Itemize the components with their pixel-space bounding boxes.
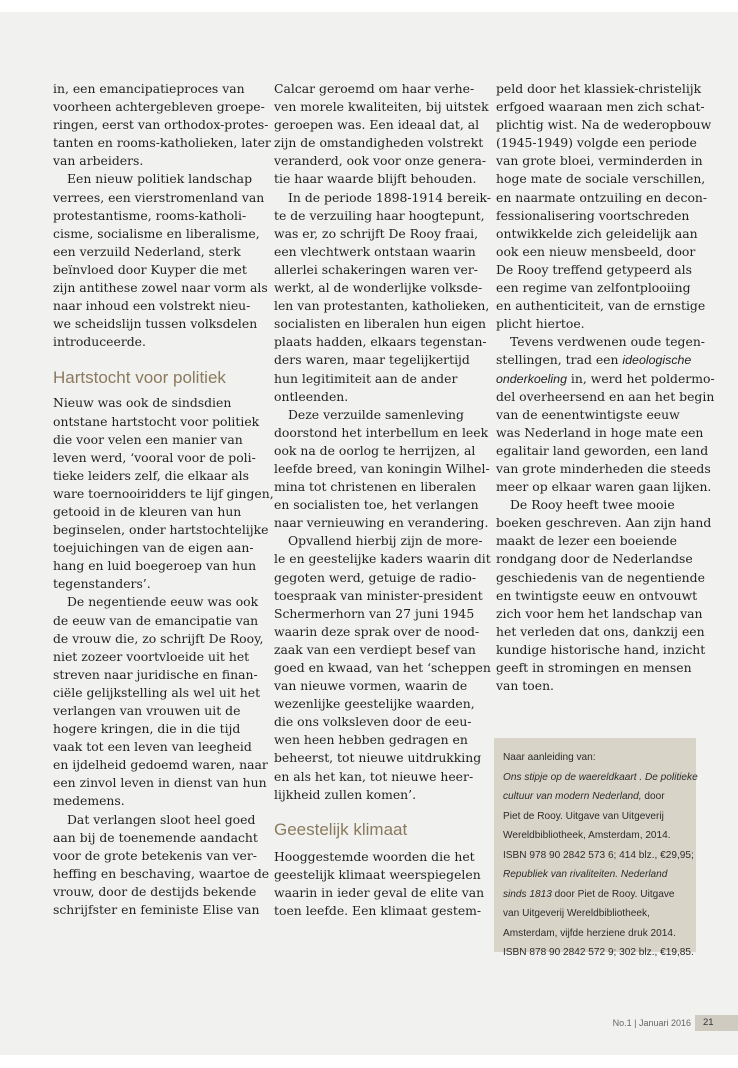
paragraph (496, 496, 712, 695)
text-line: fessionalisering voortschreden (496, 207, 690, 223)
text-line: tanten en rooms-katholieken, later (53, 135, 271, 151)
text-line: protestantisme, rooms-katholi- (53, 207, 247, 223)
text-line: toejuichingen van de eigen aan- (53, 540, 254, 556)
text-line: van arbeiders. (53, 153, 144, 169)
box-line (503, 885, 696, 905)
page-number: 21 (695, 1015, 738, 1031)
text-line: naar vernieuwing en verandering. (274, 515, 489, 531)
text-line: plaats hadden, elkaars tegenstan- (274, 334, 487, 350)
text-line: egalitair land geworden, een land (496, 442, 709, 458)
text-line: De negentiende eeuw was ook (67, 594, 259, 610)
text-line: In de periode 1898-1914 bereik- (288, 189, 491, 205)
text-line: ware toernooiridders te lijf gingen, (53, 485, 274, 501)
text-line: medemens. (53, 793, 125, 809)
text-line: leven werd, ‘vooral voor de poli- (53, 449, 256, 465)
text-line: De Rooy heeft twee mooie (510, 497, 675, 513)
text-line: (1945-1949) volgde een periode (496, 135, 697, 151)
text-line: kundige historische hand, inzicht (496, 641, 706, 657)
text-line: schrijfster en feministe Elise van (53, 902, 260, 918)
italic-run: sinds 1813 (503, 888, 552, 900)
text-line: veranderd, ook voor onze genera- (274, 153, 487, 169)
text-line: en ijdelheid gedoemd waren, naar (53, 757, 268, 773)
italic-run: onderkoeling (496, 371, 567, 386)
book-title-line: Republiek van rivaliteiten. Nederland (503, 869, 668, 880)
text-line: een regime van zelfontplooiing (496, 280, 691, 296)
paragraph (53, 80, 271, 170)
paragraph (53, 394, 274, 593)
text-line: heffing en beschaving, waartoe de (53, 865, 270, 881)
text-line: de eeuw van de emancipatie van (53, 612, 259, 628)
text-line: geschiedenis van de negentiende (496, 569, 705, 585)
text-line: was Nederland in hoge mate een (496, 424, 704, 440)
paragraph (53, 811, 270, 920)
text-line: del overheersend en aan het begin (496, 388, 715, 404)
text-line: van grote minderheden die steeds (496, 460, 711, 476)
text-line: plichtig wist. Na de wederopbouw (496, 117, 712, 133)
text-line: tegenstanders’. (53, 576, 151, 592)
text-line: introduceerde. (53, 334, 146, 350)
text-line: en naarmate ontzuiling en decon- (496, 189, 708, 205)
paragraph (53, 593, 268, 810)
text-line: beginselen, onder hartstochtelijke (53, 522, 269, 538)
text-line: mina tot christenen en liberalen (274, 479, 477, 495)
text-line: toen leefde. Een klimaat gestem- (274, 903, 482, 919)
text-line: verrees, een vierstromenland van (53, 189, 265, 205)
text-line: Tevens verdwenen oude tegen- (510, 334, 705, 350)
text-line: Een nieuw politiek landschap (67, 171, 252, 187)
text-line: Hooggestemde woorden die het (274, 848, 475, 864)
text-line: wen heen hebben gedragen en (274, 732, 468, 748)
text-line: vaak tot een leven van leegheid (53, 739, 252, 755)
text-line: Deze verzuilde samenleving (288, 406, 464, 422)
text-line: hoge mate de sociale verschillen, (496, 171, 706, 187)
text-line: verlangen van vrouwen uit de (53, 703, 241, 718)
text-line: geeft in stromingen en mensen (496, 660, 692, 675)
text-line: beïnvloed door Kuyper die met (53, 261, 247, 277)
book-title-line: Ons stipje op de waereldkaart . De politieke (503, 771, 698, 783)
box-line (503, 787, 696, 807)
line-group (496, 388, 715, 497)
text-line: zaak van een verdiept besef van (274, 641, 476, 657)
text-line: in, een emancipatieproces van (53, 81, 245, 96)
text-line: beheerst, tot nieuwe uitdrukking (274, 750, 482, 766)
text-line: maakt de lezer een boeiende (496, 533, 678, 549)
text-line: tie haar waarde blijft behouden. (274, 171, 477, 187)
book-info-box (494, 738, 698, 958)
text-line: peld door het klassiek-christelijk (496, 81, 702, 96)
text-line: rondgang door de Nederlandse (496, 551, 693, 567)
text-line: streven naar juridische en finan- (53, 666, 258, 682)
text-line: van de eenentwintigste eeuw (496, 406, 680, 422)
box-line: Naar aanleiding van: (503, 752, 596, 763)
text-line (496, 370, 715, 388)
text-line: gegoten werd, getuige de radio- (274, 569, 477, 585)
text-line: Dat verlangen sloot heel goed (67, 811, 256, 827)
text-line: ontleenden. (274, 388, 349, 404)
paragraph (496, 80, 712, 333)
text-line: meer op elkaar waren gaan lijken. (496, 479, 712, 495)
paragraph (274, 406, 490, 533)
text-line: wezenlijke geestelijke waarden, (274, 696, 475, 712)
column-left (53, 80, 274, 919)
text-line: Calcar geroemd om haar verhe- (274, 81, 475, 96)
text-line: Nieuw was ook de sindsdien (53, 395, 232, 411)
box-line: van Uitgeverij Wereldbibliotheek, (503, 908, 650, 919)
text-line: hun legitimiteit aan de ander (274, 370, 458, 386)
text-line: boeken geschreven. Aan zijn hand (496, 515, 712, 531)
text-line: cisme, socialisme en liberalisme, (53, 225, 260, 241)
text-line: geestelijk klimaat weerspiegelen (274, 866, 481, 882)
text-line: ontwikkelde zich geleidelijk aan (496, 225, 698, 241)
paragraph (274, 80, 489, 189)
box-line: Amsterdam, vijfde herziene druk 2014. (503, 927, 676, 939)
text-line: allerlei schakeringen waren ver- (274, 261, 478, 277)
text-line: ciële gelijkstelling als wel uit het (53, 684, 261, 700)
text-line: die ons volksleven door de eeu- (274, 714, 472, 730)
text-line: van nieuwe vormen, waarin de (274, 678, 468, 694)
text-line: leefde breed, van koningin Wilhel- (274, 460, 490, 476)
text-line: ders waren, maar tegelijkertijd (274, 352, 470, 368)
text-line: geroepen was. Een ideaal dat, al (274, 117, 480, 133)
text-run: in, werd het poldermo- (566, 370, 715, 386)
text-line: erfgoed waaraan men zich schat- (496, 99, 705, 115)
italic-run: cultuur van modern Nederland, (503, 791, 642, 802)
text-line: van toen. (496, 678, 554, 694)
text-line: toespraak van minister-president (274, 587, 483, 603)
text-line: van grote bloei, verminderden in (496, 153, 703, 169)
text-line: tieke leiders zelf, die elkaar als (53, 467, 249, 483)
text-line: lijkheid zullen komen’. (274, 786, 417, 802)
text-line: zich voor hem het landschap van (496, 605, 703, 621)
text-line: naar inhoud een volstrekt nieu- (53, 298, 251, 314)
text-line: en twintigste eeuw en ontvouwt (496, 587, 698, 603)
paragraph (496, 333, 715, 496)
text-line: ook een nieuw mensbeeld, door (496, 243, 696, 259)
text-line: te de verzuiling haar hoogtepunt, (274, 207, 485, 223)
text-line: ringen, eerst van orthodox-protes- (53, 117, 269, 133)
text-line: Opvallend hierbij zijn de more- (288, 533, 483, 549)
section-heading-geestelijk: Geestelijk klimaat (274, 819, 408, 839)
text-line: de vrouw die, zo schrijft De Rooy, (53, 630, 264, 646)
box-line: ISBN 978 90 2842 573 6; 414 blz., €29,95; (503, 849, 694, 861)
text-line: goed en kwaad, van het ‘scheppen (274, 660, 491, 675)
text-line: een vlechtwerk ontstaan waarin (274, 243, 476, 259)
text-line: getooid in de kleuren van hun (53, 503, 242, 519)
text-run: door (641, 791, 665, 802)
text-run: stellingen, trad een (496, 352, 623, 368)
column-middle (274, 80, 491, 920)
text-line: plicht hiertoe. (496, 316, 585, 332)
text-line (496, 351, 696, 369)
text-line: doorstond het interbellum en leek (274, 424, 489, 440)
paragraph (274, 848, 485, 920)
text-line: waarin in ieder geval de elite van (274, 884, 485, 900)
text-line: we scheidslijn tussen volksdelen (53, 316, 258, 332)
text-line: was er, zo schrijft De Rooy fraai, (274, 225, 479, 241)
page-footer (0, 1015, 738, 1031)
box-line: Piet de Rooy. Uitgave van Uitgeverij (503, 810, 664, 822)
text-line: hang en luid boegeroep van hun (53, 558, 257, 574)
box-line: Wereldbibliotheek, Amsterdam, 2014. (503, 830, 671, 841)
text-line: een verzuild Nederland, sterk (53, 243, 241, 259)
text-line: die voor velen een manier van (53, 431, 243, 447)
paragraph (274, 532, 491, 803)
text-line: en socialisten toe, het verlangen (274, 497, 479, 513)
text-line: hogere kringen, die in die tijd (53, 721, 241, 737)
text-run: door Piet de Rooy. Uitgave (551, 888, 675, 900)
box-line: ISBN 878 90 2842 572 9; 302 blz., €19,85. (503, 947, 694, 958)
issue-date: No.1 | Januari 2016 (612, 1018, 691, 1028)
text-line: ven morele kwaliteiten, bij uitstek (274, 99, 489, 115)
text-line: len van protestanten, katholieken, (274, 298, 490, 314)
text-line: De Rooy treffend getypeerd als (496, 261, 692, 277)
text-line: ook na de oorlog te herrijzen, al (274, 442, 476, 458)
text-line: werkt, al de wonderlijke volksde- (274, 280, 483, 296)
text-line: socialisten en liberalen hun eigen (274, 316, 487, 332)
italic-run: ideologische (622, 353, 692, 368)
text-line: zijn de omstandigheden volstrekt (274, 135, 484, 151)
text-line: ontstane hartstocht voor politiek (53, 413, 260, 429)
text-line: le en geestelijke kaders waarin dit (274, 551, 491, 567)
magazine-page (0, 12, 738, 1055)
text-line: en als het kan, tot nieuwe heer- (274, 768, 474, 784)
paragraph (274, 189, 491, 406)
section-heading-hartstocht: Hartstocht voor politiek (53, 368, 226, 388)
text-line: het verleden dat ons, dankzij een (496, 623, 705, 639)
text-line: aan bij de toenemende aandacht (53, 829, 258, 845)
text-line: waarin deze sprak over de nood- (274, 623, 480, 639)
text-line: voor de grote betekenis van ver- (53, 847, 257, 863)
column-right (496, 80, 715, 695)
text-line: Schermerhorn van 27 juni 1945 (274, 605, 475, 621)
text-line: zijn antithese zowel naar vorm als (53, 280, 268, 296)
text-line: vrouw, door de destijds bekende (53, 883, 257, 899)
text-line: voorheen achtergebleven groepe- (53, 99, 265, 115)
text-line: een zinvol leven in dienst van hun (53, 775, 267, 791)
paragraph (53, 170, 268, 351)
text-line: niet zozeer voortvloeide uit het (53, 648, 250, 664)
text-line: en authenticiteit, van de ernstige (496, 298, 706, 314)
